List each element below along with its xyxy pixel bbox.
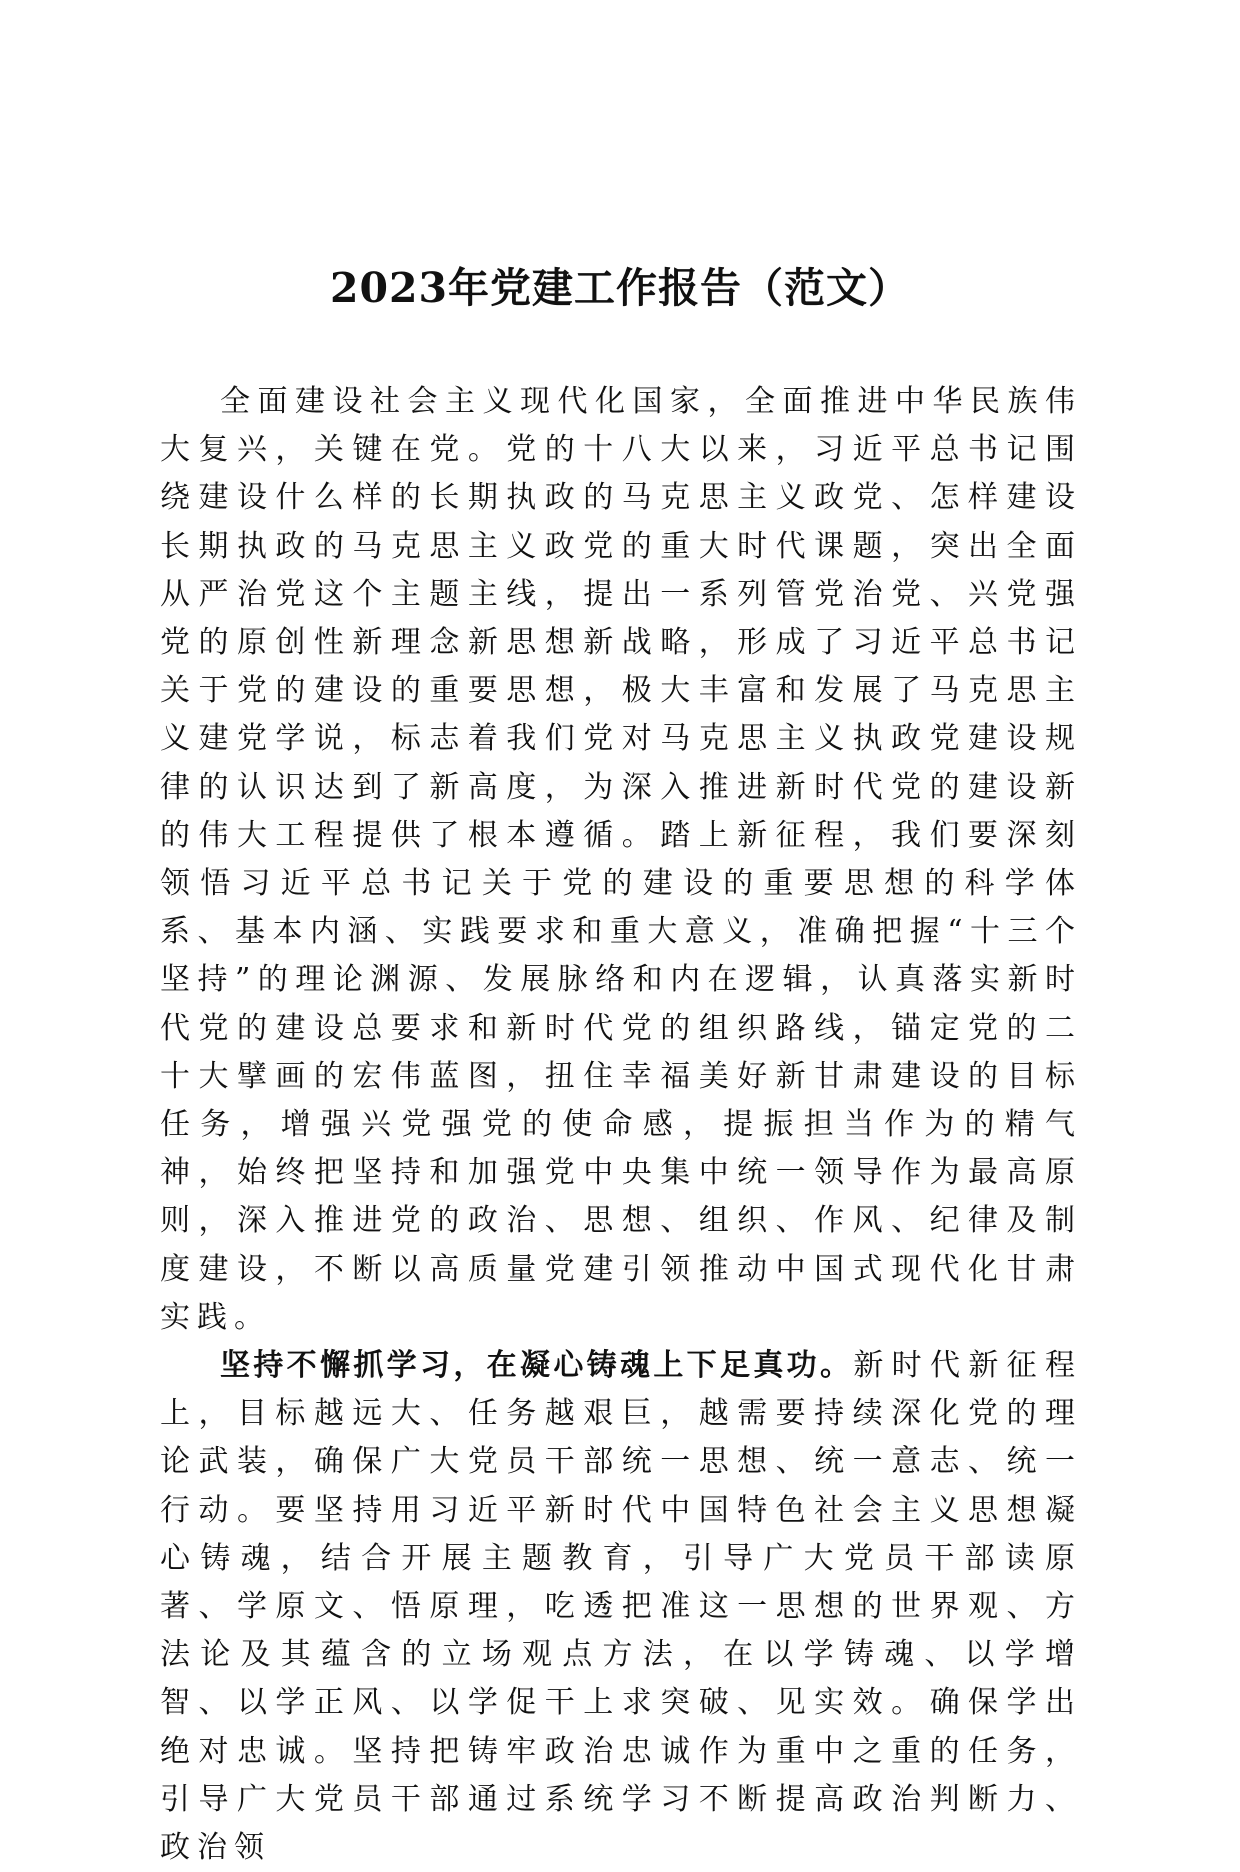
paragraph-text: 新时代新征程上，目标越远大、任务越艰巨，越需要持续深化党的理论武装，确保广大党员干部统一思想、统一意志、统一行动。要坚持用习近平新时代中国特色社会主义思想凝心铸魂，结合开展主题教育，引导广大党员干部读原著、学原文、悟原理，吃透把准这一思想的世界观、方法论及其蕴含的立场观点方法，在以学铸魂、以学增智、以学正风、以学促干上求突破、见实效。确保学出绝对忠诚。坚持把铸牢政治忠诚作为重中之重的任务，引导广大党员干部通过系统学习不断提高政治判断力、政治领 [160, 1348, 1083, 1866]
document-title: 2023年党建工作报告（范文） [329, 264, 911, 312]
paragraph-study [160, 1342, 1082, 1872]
document-body [160, 378, 1082, 1872]
paragraph-intro [160, 378, 1082, 1342]
paragraph-text: 全面建设社会主义现代化国家，全面推进中华民族伟大复兴，关键在党。党的十八大以来，习近平总书记围绕建设什么样的长期执政的马克思主义政党、怎样建设长期执政的马克思主义政党的重大时代课题，突出全面从严治党这个主题主线，提出一系列管党治党、兴党强党的原创性新理念新思想新战略，形成了习近平总书记关于党的建设的重要思想，极大丰富和发展了马克思主义建党学说，标志着我们党对马克思主义执政党建设规律的认识达到了新高度，为深入推进新时代党的建设新的伟大工程提供了根本遵循。踏上新征程，我们要深刻领悟习近平总书记关于党的建设的重要思想的科学体系、基本内涵、实践要求和重大意义，准确把握“十三个坚持”的理论渊源、发展脉络和内在逻辑，认真落实新时代党的建设总要求和新时代党的组织路线，锚定党的二十大擘画的宏伟蓝图，扭住幸福美好新甘肃建设的目标任务，增强兴党强党的使命感，提振担当作为的精气神，始终把坚持和加强党中央集中统一领导作为最高原则，深入推进党的政治、思想、组织、作风、纪律及制度建设，不断以高质量党建引领推动中国式现代化甘肃实践。 [160, 384, 1082, 1335]
paragraph-lead-heading: 坚持不懈抓学习，在凝心铸魂上下足真功。 [220, 1348, 854, 1384]
